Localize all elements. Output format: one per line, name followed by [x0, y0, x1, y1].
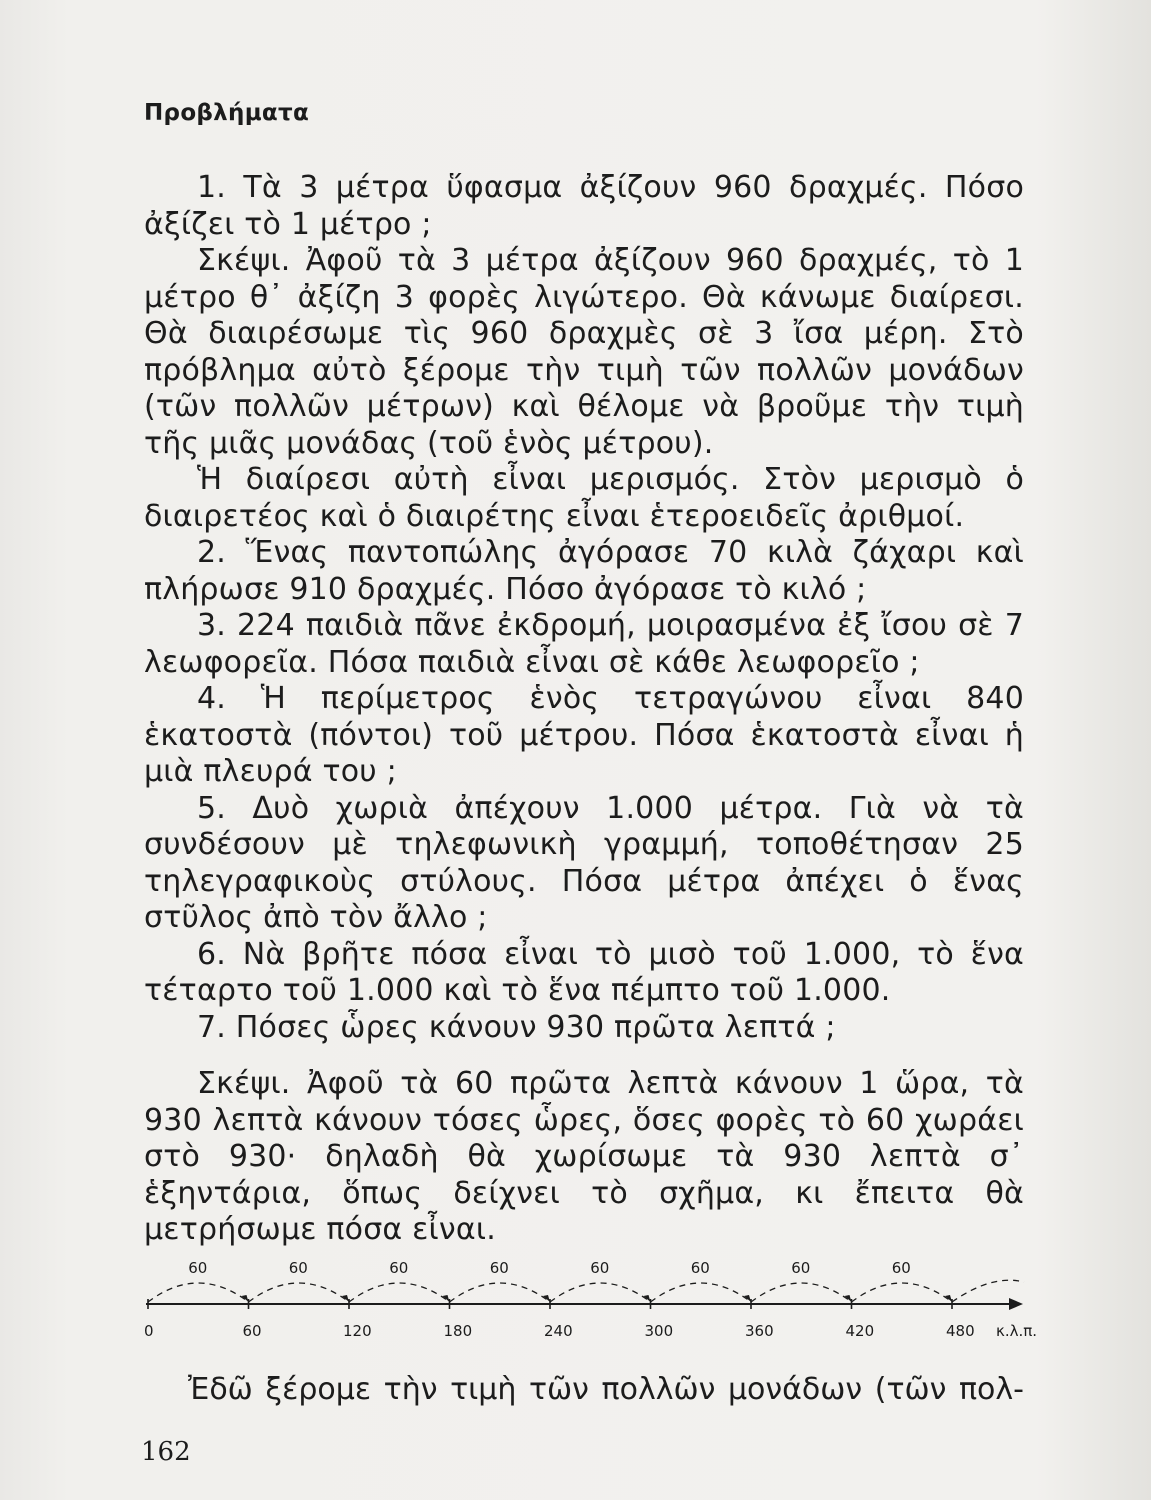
arc-curve	[450, 1283, 551, 1302]
arc-label: 60	[590, 1259, 610, 1277]
problem-4: 4. Ἡ περίμετρος ἑνὸς τετραγώνου εἶναι 840 ἑκατοστὰ (πόντοι) τοῦ μέτρου. Πόσα ἑκατοστὰ εἶναι ἡ μιὰ πλευρά του ;	[144, 681, 1024, 789]
continuation-paragraph: Ἐδῶ ξέρομε τὴν τιμὴ τῶν πολλῶν μονάδων (τῶν πολ-	[188, 1372, 1024, 1407]
tick-label: 300	[644, 1322, 674, 1340]
section-heading: Προβλήματα	[144, 100, 310, 126]
tick-label: 0	[144, 1322, 154, 1340]
problem-6: 6. Νὰ βρῆτε πόσα εἶναι τὸ μισὸ τοῦ 1.000, τὸ ἕνα τέταρτο τοῦ 1.000 καὶ τὸ ἕνα πέμπτο τοῦ 1.000.	[144, 936, 1024, 1008]
problem-5: 5. Δυὸ χωριὰ ἀπέχουν 1.000 μέτρα. Γιὰ νὰ τὰ συνδέσουν μὲ τηλεφωνικὴ γραμμή, τοποθέτησαν 25 τηλεγραφικοὺς στύλους. Πόσα μέτρα ἀπέχει ὁ ἕνας στῦλος ἀπὸ τὸν ἄλλο ;	[144, 790, 1024, 935]
arc-curve	[751, 1283, 852, 1302]
tick-label: 360	[745, 1322, 774, 1340]
reasoning-7-block	[144, 1066, 1024, 1249]
arc-curve	[852, 1283, 953, 1302]
problem-3: 3. 224 παιδιὰ πᾶνε ἐκδρομή, μοιρασμένα ἐξ ἴσου σὲ 7 λεωφορεῖα. Πόσα παιδιὰ εἶναι σὲ κάθε λεωφορεῖο ;	[144, 608, 1024, 680]
problem-2: 2. Ἕνας παντοπώλης ἀγόρασε 70 κιλὰ ζάχαρι καὶ πλήρωσε 910 δραχμές. Πόσο ἀγόρασε τὸ κιλό ;	[144, 535, 1024, 607]
tick-label: 420	[845, 1322, 875, 1340]
page-number: 162	[141, 1437, 191, 1467]
definition-note: Ἡ διαίρεσι αὐτὴ εἶναι μερισμός. Στὸν μερισμὸ ὁ διαιρετέος καὶ ὁ διαιρέτης εἶναι ἑτεροειδεῖς ἀριθμοί.	[144, 462, 1024, 534]
arc-label: 60	[288, 1259, 308, 1277]
tick-label: 240	[544, 1322, 573, 1340]
problems-text	[144, 170, 1024, 1046]
arc-curve	[651, 1283, 752, 1302]
arc-label: 60	[690, 1259, 710, 1277]
arc-curve	[148, 1283, 249, 1302]
number-line-diagram	[120, 1250, 1070, 1350]
tick-label: 480	[946, 1322, 975, 1340]
arc-group	[148, 1259, 1024, 1302]
arc-curve	[349, 1283, 450, 1302]
tick-label: 180	[443, 1322, 473, 1340]
arrow-head-icon	[1009, 1298, 1023, 1310]
problem-1: 1. Τὰ 3 μέτρα ὕφασμα ἀξίζουν 960 δραχμές. Πόσο ἀξίζει τὸ 1 μέτρο ;	[144, 170, 1024, 242]
tick-label: 60	[242, 1322, 262, 1340]
arc-label: 60	[791, 1259, 811, 1277]
tick-group	[144, 1299, 975, 1340]
tick-label: 120	[343, 1322, 372, 1340]
reasoning-1: Σκέψι. Ἀφοῦ τὰ 3 μέτρα ἀξίζουν 960 δραχμές, τὸ 1 μέτρο θ᾿ ἀξίζη 3 φορὲς λιγώτερο. Θὰ κάνωμε διαίρεσι. Θὰ διαιρέσωμε τὶς 960 δραχμὲς σὲ 3 ἴσα μέρη. Στὸ πρόβλημα αὐτὸ ξέρομε τὴν τιμὴ τῶν πολλῶν μονάδων (τῶν πολλῶν μέτρων) καὶ θέλομε νὰ βροῦμε τὴν τιμὴ τῆς μιᾶς μονάδας (τοῦ ἑνὸς μέτρου).	[144, 243, 1024, 461]
arc-label: 60	[891, 1259, 911, 1277]
arc-label: 60	[188, 1259, 208, 1277]
arc-curve-trailing	[952, 1280, 1024, 1302]
arc-curve	[550, 1283, 651, 1302]
arc-label: 60	[389, 1259, 409, 1277]
arc-curve	[249, 1283, 350, 1302]
continuation-text	[144, 1372, 1024, 1408]
problem-7: 7. Πόσες ὧρες κάνουν 930 πρῶτα λεπτά ;	[197, 1009, 836, 1045]
reasoning-7: Σκέψι. Ἀφοῦ τὰ 60 πρῶτα λεπτὰ κάνουν 1 ὥρα, τὰ 930 λεπτὰ κάνουν τόσες ὧρες, ὅσες φορὲς τὸ 60 χωράει στὸ 930· δηλαδὴ θὰ χωρίσωμε τὰ 930 λεπτὰ σ᾿ ἑξηντάρια, ὅπως δείχνει τὸ σχῆμα, κι ἔπειτα θὰ μετρήσωμε πόσα εἶναι.	[144, 1066, 1024, 1247]
etc-label: κ.λ.π.	[996, 1322, 1038, 1340]
arc-label: 60	[489, 1259, 509, 1277]
